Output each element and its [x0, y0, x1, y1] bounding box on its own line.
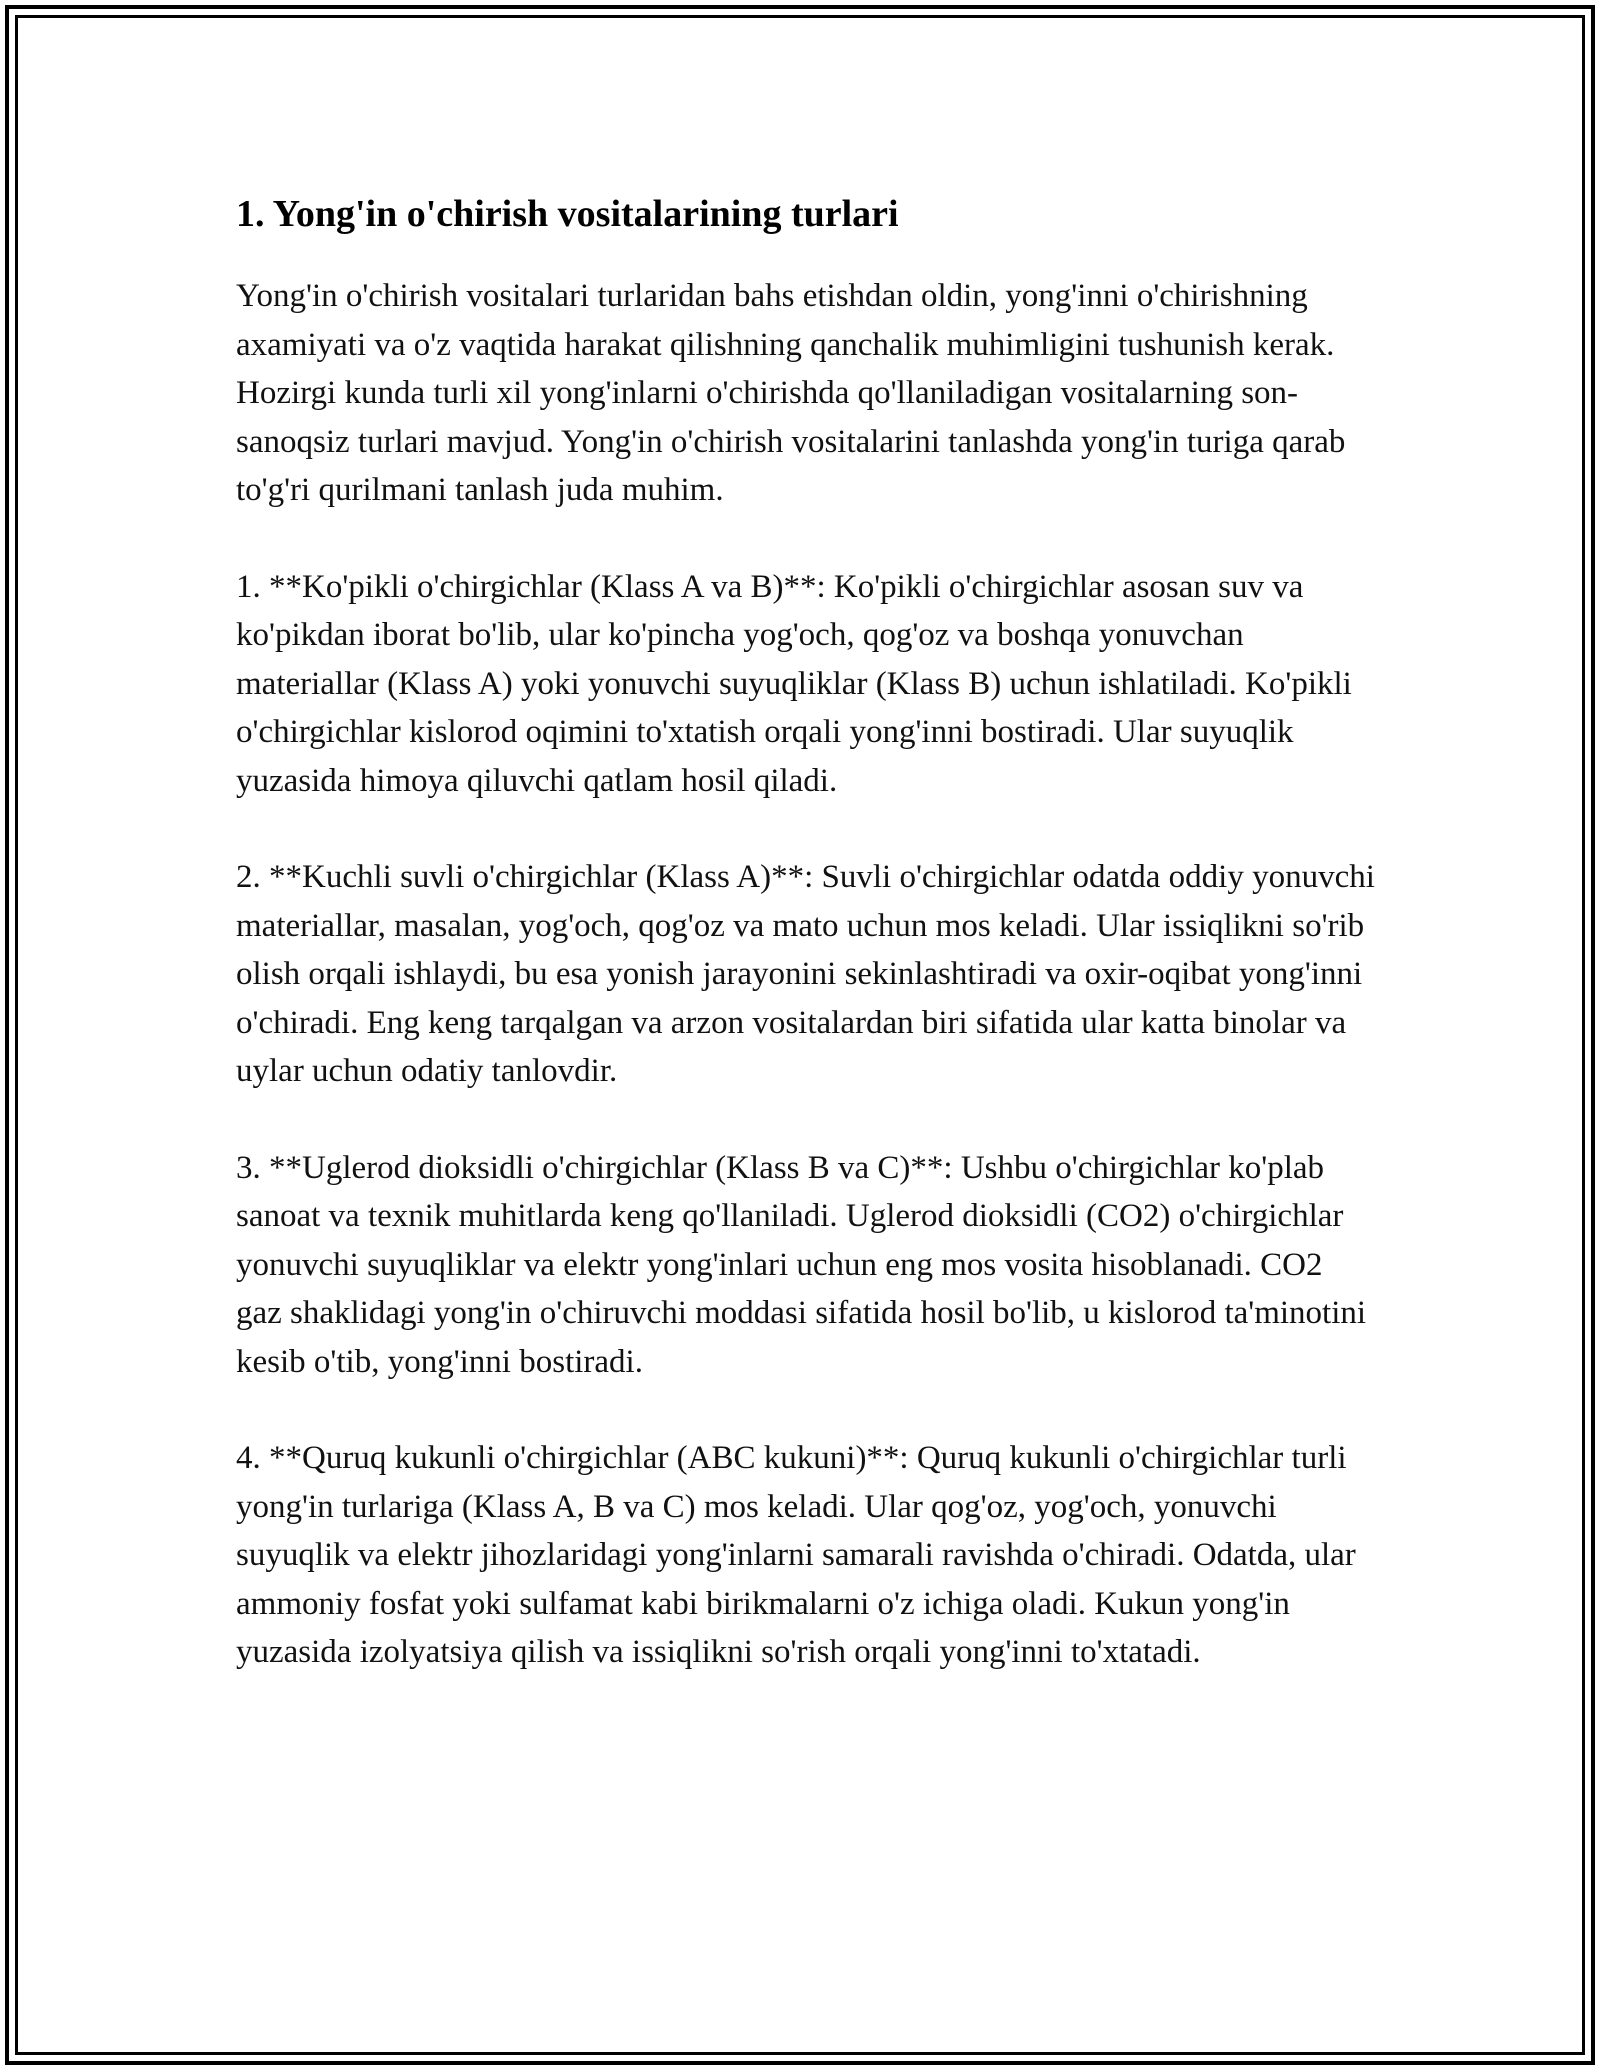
co2-extinguisher-paragraph: 3. **Uglerod dioksidli o'chirgichlar (Klass B va C)**: Ushbu o'chirgichlar ko'plab sanoat va texnik muhitlarda keng qo'llaniladi. Uglerod dioksidli (CO2) o'chirgichlar yonuvchi suyuqliklar va elektr yong'inlari uchun eng mos vosita hisoblanadi. CO2 gaz shaklidagi yong'in o'chiruvchi moddasi sifatida hosil bo'lib, u kislorod ta'minotini kesib o'tib, yong'inni bostiradi.: [236, 1149, 1367, 1380]
document-body: [236, 186, 1376, 1725]
foam-extinguisher-paragraph: 1. **Ko'pikli o'chirgichlar (Klass A va B)**: Ko'pikli o'chirgichlar asosan suv va ko'pikdan iborat bo'lib, ular ko'pincha yog'och, qog'oz va boshqa yonuvchan materiallar (Klass A) yoki yonuvchi suyuqliklar (Klass B) uchun ishlatiladi. Ko'pikli o'chirgichlar kislorod oqimini to'xtatish orqali yong'inni bostiradi. Ular suyuqlik yuzasida himoya qiluvchi qatlam hosil qiladi.: [236, 568, 1352, 799]
section-heading: 1. Yong'in o'chirish vositalarining turlari: [236, 193, 899, 235]
intro-paragraph: Yong'in o'chirish vositalari turlaridan bahs etishdan oldin, yong'inni o'chirishning axamiyati va o'z vaqtida harakat qilishning qanchalik muhimligini tushunish kerak. Hozirgi kunda turli xil yong'inlarni o'chirishda qo'llaniladigan vositalarning son-sanoqsiz turlari mavjud. Yong'in o'chirish vositalarini tanlashda yong'in turiga qarab to'g'ri qurilmani tanlash juda muhim.: [236, 278, 1346, 508]
water-extinguisher-paragraph: 2. **Kuchli suvli o'chirgichlar (Klass A)**: Suvli o'chirgichlar odatda oddiy yonuvchi materiallar, masalan, yog'och, qog'oz va mato uchun mos keladi. Ular issiqlikni so'rib olish orqali ishlaydi, bu esa yonish jarayonini sekinlashtiradi va oxir-oqibat yong'inni o'chiradi. Eng keng tarqalgan va arzon vositalardan biri sifatida ular katta binolar va uylar uchun odatiy tanlovdir.: [236, 859, 1375, 1089]
dry-powder-extinguisher-paragraph: 4. **Quruq kukunli o'chirgichlar (ABC kukuni)**: Quruq kukunli o'chirgichlar turli yong'in turlariga (Klass A, B va C) mos keladi. Ular qog'oz, yog'och, yonuvchi suyuqlik va elektr jihozlaridagi yong'inlarni samarali ravishda o'chiradi. Odatda, ular ammoniy fosfat yoki sulfamat kabi birikmalarni o'z ichiga oladi. Kukun yong'in yuzasida izolyatsiya qilish va issiqlikni so'rish orqali yong'inni to'xtatadi.: [236, 1440, 1356, 1670]
